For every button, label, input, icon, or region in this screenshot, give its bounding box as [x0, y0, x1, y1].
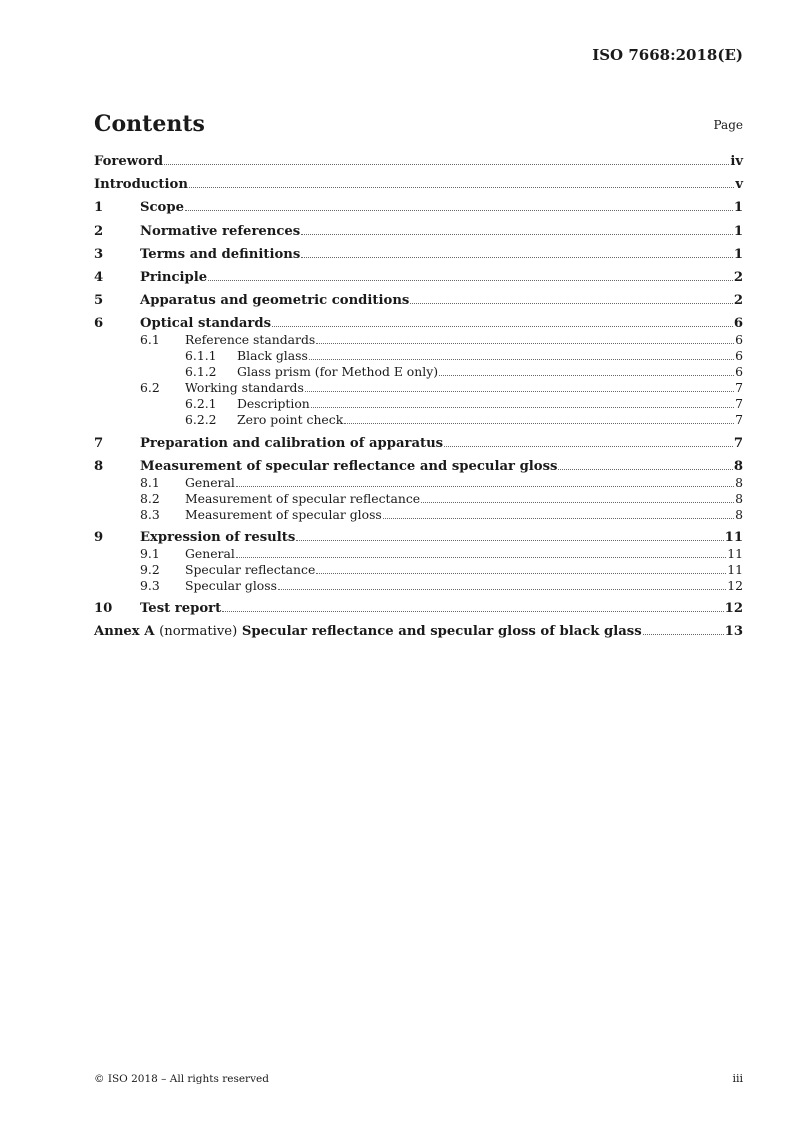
dot-leader: [208, 280, 733, 281]
toc-page: 12: [724, 601, 743, 617]
toc-entry-10[interactable]: [94, 601, 743, 617]
toc-entry-1[interactable]: [94, 200, 743, 216]
toc-page: 1: [733, 223, 743, 239]
toc-number: 6.2: [140, 380, 160, 396]
toc-entry-8-1[interactable]: [94, 475, 743, 491]
toc-page: 13: [724, 624, 743, 640]
toc-number: 6.1.1: [185, 348, 217, 364]
dot-leader: [311, 407, 734, 408]
toc-label: Test report: [140, 601, 222, 617]
dot-leader: [222, 611, 723, 612]
toc-number: 6: [94, 316, 104, 332]
toc-label: Specular gloss: [185, 577, 277, 593]
toc-page: 7: [735, 396, 743, 412]
dot-leader: [439, 375, 734, 376]
toc-entry-foreword[interactable]: [94, 154, 743, 170]
toc-page: 2: [733, 269, 743, 285]
dot-leader: [301, 257, 733, 258]
dot-leader: [410, 303, 732, 304]
toc-page: 8: [735, 490, 743, 506]
toc-entry-2[interactable]: [94, 224, 743, 240]
toc-label: Optical standards: [140, 316, 271, 332]
dot-leader: [301, 234, 733, 235]
toc-page: 8: [735, 506, 743, 522]
toc-entry-9-3[interactable]: [94, 578, 743, 594]
toc-number: 4: [94, 269, 104, 285]
toc-page: 6: [735, 348, 743, 364]
toc-entry-6-2-2[interactable]: [94, 412, 743, 428]
toc-label: General: [185, 545, 235, 561]
toc-entry-8-3[interactable]: [94, 507, 743, 523]
dot-leader: [421, 502, 734, 503]
toc-page: 8: [733, 458, 743, 474]
dot-leader: [272, 326, 733, 327]
toc-label: Foreword: [94, 154, 164, 169]
toc-entry-introduction[interactable]: [94, 177, 743, 193]
toc-entry-3[interactable]: [94, 247, 743, 263]
page-number: iii: [732, 1072, 743, 1085]
toc-entry-7[interactable]: [94, 436, 743, 452]
toc-entry-6-1[interactable]: [94, 332, 743, 348]
toc-page: iv: [730, 154, 743, 169]
toc-entry-6[interactable]: [94, 316, 743, 332]
copyright-notice: © ISO 2018 – All rights reserved: [94, 1073, 269, 1085]
toc-page: 7: [733, 435, 743, 451]
page-column-label: Page: [713, 118, 743, 132]
toc-page: 6: [733, 316, 743, 332]
toc-number: 9: [94, 529, 104, 545]
toc-label: Measurement of specular reflectance: [185, 490, 421, 506]
toc-entry-8-2[interactable]: [94, 491, 743, 507]
toc-label: Working standards: [185, 380, 304, 396]
toc-entry-9[interactable]: [94, 530, 743, 546]
toc-label: Scope: [140, 200, 184, 216]
toc-entry-4[interactable]: [94, 270, 743, 286]
toc-number: 6.2.1: [185, 396, 217, 412]
toc-label: Principle: [140, 269, 208, 285]
toc-number: 9.1: [140, 545, 160, 561]
dot-leader: [316, 573, 726, 574]
toc-annex-qualifier: (normative): [159, 624, 238, 640]
toc-entry-5[interactable]: [94, 293, 743, 309]
toc-number: 6.1.2: [185, 364, 217, 380]
dot-leader: [236, 486, 734, 487]
toc-page: 12: [727, 577, 743, 593]
dot-leader: [278, 589, 726, 590]
toc-number: 2: [94, 223, 104, 239]
dot-leader: [344, 423, 734, 424]
toc-page: 11: [727, 545, 743, 561]
toc-page: 6: [735, 332, 743, 348]
toc-number: 6.1: [140, 332, 160, 348]
toc-label: Zero point check: [237, 412, 344, 428]
toc-label: Expression of results: [140, 529, 296, 545]
dot-leader: [189, 187, 734, 188]
toc-number: 5: [94, 293, 104, 309]
toc-page: 7: [735, 412, 743, 428]
document-id: ISO 7668:2018(E): [592, 46, 743, 64]
toc-label: Reference standards: [185, 332, 316, 348]
toc-label: Specular reflectance and specular gloss of black glass: [241, 624, 642, 640]
toc-label: Normative references: [140, 223, 301, 239]
toc-label: General: [185, 474, 235, 490]
toc-entry-6-2-1[interactable]: [94, 396, 743, 412]
toc-label: Description: [237, 396, 310, 412]
toc-number: 8.2: [140, 490, 160, 506]
toc-label: Terms and definitions: [140, 246, 301, 262]
toc-page: 7: [735, 380, 743, 396]
toc-annex-prefix: Annex A: [94, 624, 155, 640]
toc-page: 1: [733, 200, 743, 216]
dot-leader: [305, 391, 734, 392]
toc-number: 6.2.2: [185, 412, 217, 428]
toc-page: 2: [733, 293, 743, 309]
toc-entry-6-1-1[interactable]: [94, 348, 743, 364]
toc-entry-9-1[interactable]: [94, 546, 743, 562]
toc-label: Introduction: [94, 177, 188, 193]
toc-entry-9-2[interactable]: [94, 562, 743, 578]
toc-entry-6-2[interactable]: [94, 380, 743, 396]
dot-leader: [185, 210, 733, 211]
dot-leader: [316, 343, 734, 344]
dot-leader: [383, 518, 734, 519]
toc-page: 8: [735, 474, 743, 490]
toc-number: 8.3: [140, 506, 160, 522]
dot-leader: [444, 446, 733, 447]
dot-leader: [558, 469, 732, 470]
dot-leader: [643, 634, 724, 635]
toc-entry-6-1-2[interactable]: [94, 364, 743, 380]
toc-number: 8.1: [140, 474, 160, 490]
toc-number: 10: [94, 601, 113, 617]
toc-page: 11: [727, 561, 743, 577]
toc-number: 3: [94, 246, 104, 262]
dot-leader: [236, 557, 726, 558]
toc-number: 7: [94, 435, 104, 451]
toc-number: 1: [94, 200, 104, 216]
toc-label: Measurement of specular reflectance and specular gloss: [140, 458, 558, 474]
toc-label: Measurement of specular gloss: [185, 506, 382, 522]
toc-number: 9.3: [140, 577, 160, 593]
toc-entry-annex-a[interactable]: [94, 624, 743, 640]
toc-label: Specular reflectance: [185, 561, 316, 577]
toc-label: Glass prism (for Method E only): [237, 364, 439, 380]
toc-number: 9.2: [140, 561, 160, 577]
toc-number: 8: [94, 458, 104, 474]
dot-leader: [309, 359, 734, 360]
toc-entry-8[interactable]: [94, 459, 743, 475]
table-of-contents: [94, 154, 743, 640]
toc-page: 6: [735, 364, 743, 380]
toc-page: 11: [724, 529, 743, 545]
dot-leader: [164, 164, 729, 165]
dot-leader: [296, 540, 723, 541]
toc-label: Apparatus and geometric conditions: [140, 293, 410, 309]
toc-page: 1: [733, 246, 743, 262]
toc-label: Black glass: [237, 348, 308, 364]
toc-label: Preparation and calibration of apparatus: [140, 435, 444, 451]
page-title: Contents: [94, 111, 205, 137]
toc-page: v: [735, 177, 743, 193]
